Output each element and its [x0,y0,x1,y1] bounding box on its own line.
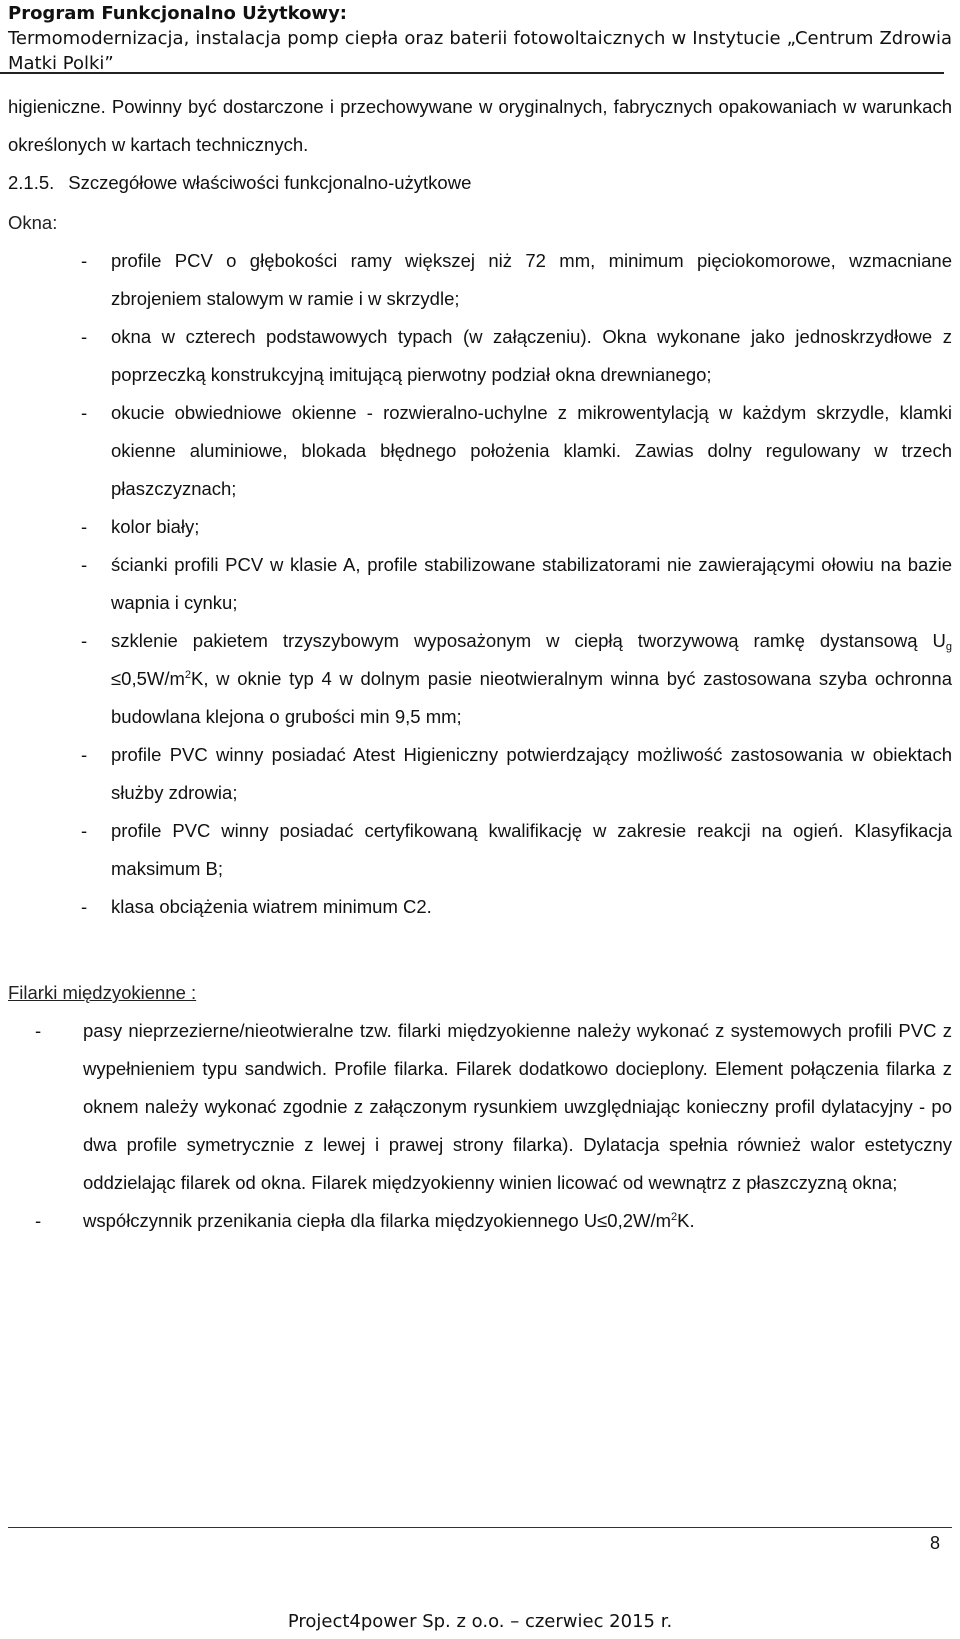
list-item-text: K. [677,1210,695,1231]
bullet-dash: - [81,516,88,537]
filarki-label: Filarki międzyokienne : [8,982,197,1003]
bullet-dash: - [81,820,88,841]
list-item-text: kolor biały; [111,516,200,537]
page-number: 8 [929,1533,940,1553]
bullet-dash: - [35,1210,42,1231]
page-header [8,0,952,76]
bullet-dash: - [81,896,88,917]
header-subtitle: Termomodernizacja, instalacja pomp ciepła oraz baterii fotowoltaicznych w Instytucie „Centrum Zdrowia Matki Polki” [8,28,952,74]
bullet-dash: - [81,250,88,271]
header-title: Program Funkcjonalno Użytkowy: [8,3,347,24]
list-item [8,546,952,622]
header-divider [0,72,944,74]
footer-divider [8,1527,952,1528]
list-item [8,508,952,546]
bullet-dash: - [35,1020,42,1041]
superscript-2: 2 [184,669,192,681]
list-item-text: K, w oknie typ 4 w dolnym pasie nieotwieralnym winna być zastosowana szyba ochronna budowlana klejona o grubości min 9,5 mm; [111,668,952,727]
list-item-text: profile PCV o głębokości ramy większej niż 72 mm, minimum pięciokomorowe, wzmacniane zbrojeniem stalowym w ramie i w skrzydle; [111,250,952,309]
list-item-text: okna w czterech podstawowych typach (w załączeniu). Okna wykonane jako jednoskrzydłowe z poprzeczką konstrukcyjną imitującą pierwotny podział okna drewnianego; [111,326,952,385]
list-item [8,394,952,508]
section-number: 2.1.5. [8,172,55,193]
subscript-g: g [945,641,952,653]
filarki-list [8,1012,952,1240]
list-item [8,1012,952,1202]
intro-paragraph: higieniczne. Powinny być dostarczone i przechowywane w oryginalnych, fabrycznych opakowaniach w warunkach określonych w kartach technicznych. [8,96,952,155]
list-item-text: ≤0,5W/m [111,668,185,689]
list-item [8,622,952,736]
bullet-dash: - [81,744,88,765]
list-item [8,812,952,888]
list-item [8,318,952,394]
list-item-text: okucie obwiedniowe okienne - rozwieralno-uchylne z mikrowentylacją w każdym skrzydle, klamki okienne aluminiowe, blokada błędnego położenia klamki. Zawias dolny regulowany w trzech płaszczyznach; [111,402,952,499]
bullet-dash: - [81,326,88,347]
section-title: Szczegółowe właściwości funkcjonalno-użytkowe [68,172,472,193]
list-item [8,1202,952,1240]
list-item-text: ścianki profili PCV w klasie A, profile stabilizowane stabilizatorami nie zawierającymi ołowiu na bazie wapnia i cynku; [111,554,952,613]
page-content [8,88,952,1240]
list-item-text: klasa obciążenia wiatrem minimum C2. [111,896,432,917]
bullet-dash: - [81,554,88,575]
footer-text: Project4power Sp. z o.o. – czerwiec 2015 r. [287,1611,673,1632]
list-item-text: pasy nieprzezierne/nieotwieralne tzw. filarki międzyokienne należy wykonać z systemowych profili PVC z wypełnieniem typu sandwich. Profile filarka. Filarek dodatkowo docieplony. Element połączenia filarka z oknem należy wykonać zgodnie z załączonym rysunkiem uwzględniając konieczny profil dylatacyjny - po dwa profile symetrycznie z lewej i prawej strony filarka). Dylatacja spełnia również walor estetyczny oddzielając filarek od okna. Filarek międzyokienny winien licować od wewnątrz z płaszczyzną okna; [83,1020,952,1193]
list-item [8,736,952,812]
superscript-2: 2 [671,1211,678,1223]
okna-list [8,242,952,926]
section-heading [8,164,952,202]
okna-label: Okna: [8,212,58,233]
list-item-text: profile PVC winny posiadać certyfikowaną kwalifikację w zakresie reakcji na ogień. Klasyfikacja maksimum B; [111,820,952,879]
bullet-dash: - [81,402,88,423]
list-item [8,888,952,926]
list-item-text: profile PVC winny posiadać Atest Higieniczny potwierdzający możliwość zastosowania w obiektach służby zdrowia; [111,744,952,803]
list-item-text: współczynnik przenikania ciepła dla filarka międzyokiennego U≤0,2W/m [83,1210,672,1231]
list-item [8,242,952,318]
bullet-dash: - [81,630,88,651]
list-item-text: szklenie pakietem trzyszybowym wyposażonym w ciepłą tworzywową ramkę dystansową U [111,630,946,651]
